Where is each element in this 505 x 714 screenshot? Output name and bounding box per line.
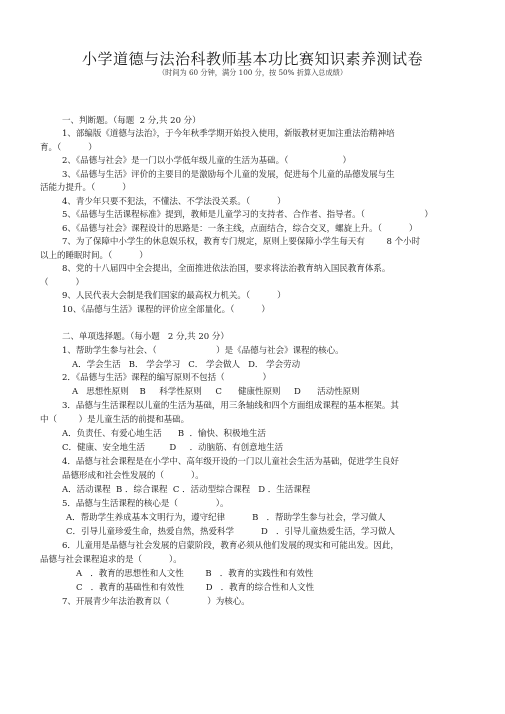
text-line: 以上的睡眠时间。（ ） [40, 251, 148, 261]
text-line: （ ） [40, 278, 85, 288]
section-heading: 一、判断题。（每题 2 分,共 20 分） [62, 116, 201, 126]
text-line: 5、《品德与生活课程标准》提到，教师是儿童学习的支持者、合作者、指导者。（ ） [62, 210, 433, 220]
text-line: 6、《品德与社会》课程设计的思路是：一条主线，点面结合，综合交叉，螺旋上升。（ ） [62, 224, 418, 234]
option-line: C ．教育的基础性和有效性 D ．教育的综合性和人文性 [76, 583, 315, 593]
option-line: A．活动课程 B ．综合课程 C ．活动型综合课程 D ．生活课程 [62, 485, 311, 495]
text-line: 品德与社会课程追求的是（ ）。 [40, 555, 182, 565]
option-line: A．负责任、有爱心地生活 B ．愉快、积极地生活 [62, 429, 267, 439]
text-line: 品德形成和社会性发展的（ ）。 [62, 471, 204, 481]
page-title: 小学道德与法治科教师基本功比赛知识素养测试卷 [81, 50, 423, 68]
option-line: A．学会生活 B． 学会学习 C． 学会做人 D． 学会劳动 [72, 360, 301, 370]
text-line: 4．品德与社会课程是在小学中、高年级开设的一门以儿童社会生活为基础，促进学生良好 [62, 457, 399, 467]
text-line: 活能力提升。（ ） [40, 183, 131, 193]
text-line: 1、部编版《道德与法治》，于今年秋季学期开始投入使用，新版教材更加注重法治精神培 [62, 129, 395, 139]
section-heading: 二、单项选择题。（每小题 2 分,共 20 分） [62, 332, 229, 342]
text-line: 育。（ ） [40, 143, 97, 153]
option-line: C．健康、安全地生活 D ．动脑筋、有创意地生活 [62, 443, 284, 453]
text-line: 7、开展青少年法治教育以（ ）为核心。 [62, 597, 250, 607]
text-line: 1、帮助学生参与社会、（ ）是《品德与社会》课程的核心。 [62, 346, 344, 356]
text-line: 2．《品德与生活》课程的编写原则不包括（ ） [62, 373, 271, 383]
text-line: 中（ ）是儿童生活的前提和基础。 [40, 415, 190, 425]
option-line: A 思想性原则 B 科学性原则 C 健康性原则 D 活动性原则 [72, 387, 360, 397]
option-line: C．引导儿童珍爱生命，热爱自然，热爱科学 D ．引导儿童热爱生活，学习做人 [66, 527, 395, 537]
text-line: 2、《品德与社会》是一门以小学低年级儿童的生活为基础。（ ） [62, 156, 351, 166]
text-line: 10、《品德与生活》课程的评价应全部量化。（ ） [62, 305, 270, 315]
text-line: 3．品德与生活课程以儿童的生活为基础，用三条轴线和四个方面组成课程的基本框架。其 [62, 401, 399, 411]
text-line: 4、青少年只要不犯法，不懂法、不学法没关系。（ ） [62, 197, 286, 207]
page-subtitle: （时间为 60 分钟，满分 100 分，按 50% 折算入总成绩） [157, 68, 348, 77]
text-line: 8、党的十八届四中全会提出，全面推进依法治国，要求将法治教育纳入国民教育体系。 [62, 264, 391, 274]
text-line: 5．品德与生活课程的核心是（ ）。 [62, 499, 229, 509]
text-line: 9、人民代表大会制是我们国家的最高权力机关。（ ） [62, 291, 286, 301]
option-line: A ．教育的思想性和人文性 B ．教育的实践性和有效性 [76, 569, 314, 579]
text-line: 3、《品德与生活》评价的主要目的是激励每个儿童的发展，促进每个儿童的品德发展与生 [62, 170, 395, 180]
text-line: 7、为了保障中小学生的休息娱乐权，教育专门规定，原则上要保障小学生每天有 8 个小时 [62, 237, 421, 247]
option-line: A．帮助学生养成基本文明行为，遵守纪律 B ．帮助学生参与社会，学习做人 [66, 513, 386, 523]
text-line: 6．儿童用是品德与社会发展的启蒙阶段，教育必须从他们发展的现实和可能出发。因此， [62, 541, 399, 551]
